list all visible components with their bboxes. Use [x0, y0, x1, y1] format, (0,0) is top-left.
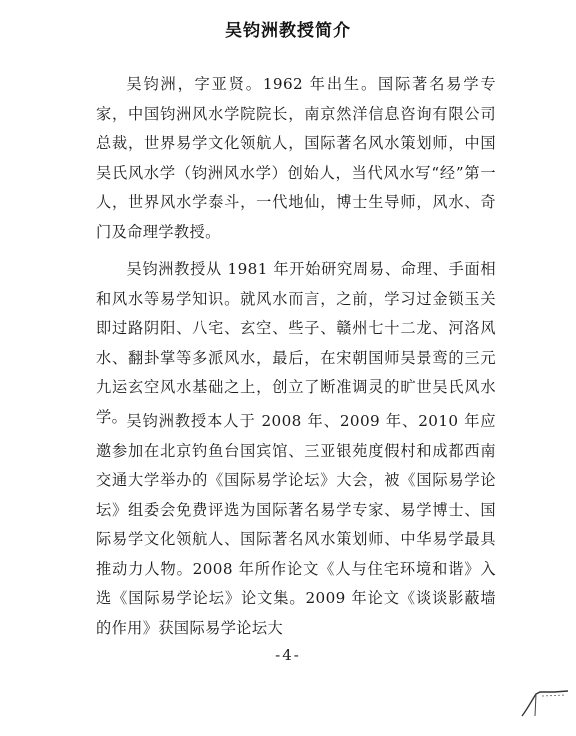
scan-corner-mark	[520, 686, 572, 720]
paragraph-biography: 吴钧洲，字亚贤。1962 年出生。国际著名易学专家，中国钧洲风水学院院长，南京然洋信息咨询有限公司总裁，世界易学文化领航人，国际著名风水策划师，中国吴氏风水学（钧洲风水学）创始人，当代风水写“经”第一人，世界风水学泰斗，一代地仙，博士生导师，风水、奇门及命理学教授。	[96, 75, 496, 241]
document-title: 吴钧洲教授简介	[225, 21, 351, 41]
paragraph-forum: 吴钧洲教授本人于 2008 年、2009 年、2010 年应邀参加在北京钓鱼台国宾馆、三亚银苑度假村和成都西南交通大学举办的《国际易学论坛》大会，被《国际易学论坛》组委会免费评选为国际著名易学专家、易学博士、国际易学文化领航人、国际著名风水策划师、中华易学最具推动力人物。2008 年所作论文《人与住宅环境和谐》入选《国际易学论坛》论文集。2009 年论文《谈谈影蔽墙的作用》获国际易学论坛大	[96, 412, 496, 637]
paragraph-research: 吴钧洲教授从 1981 年开始研究周易、命理、手面相和风水等易学知识。就风水而言，之前，学习过金锁玉关即过路阴阳、八宅、玄空、些子、赣州七十二龙、河洛风水、翻卦掌等多派风水，最后，在宋朝国师吴景鸾的三元九运玄空风水基础之上，创立了断准调灵的旷世吴氏风水学。	[96, 260, 496, 426]
page-number: -4-	[275, 646, 301, 664]
